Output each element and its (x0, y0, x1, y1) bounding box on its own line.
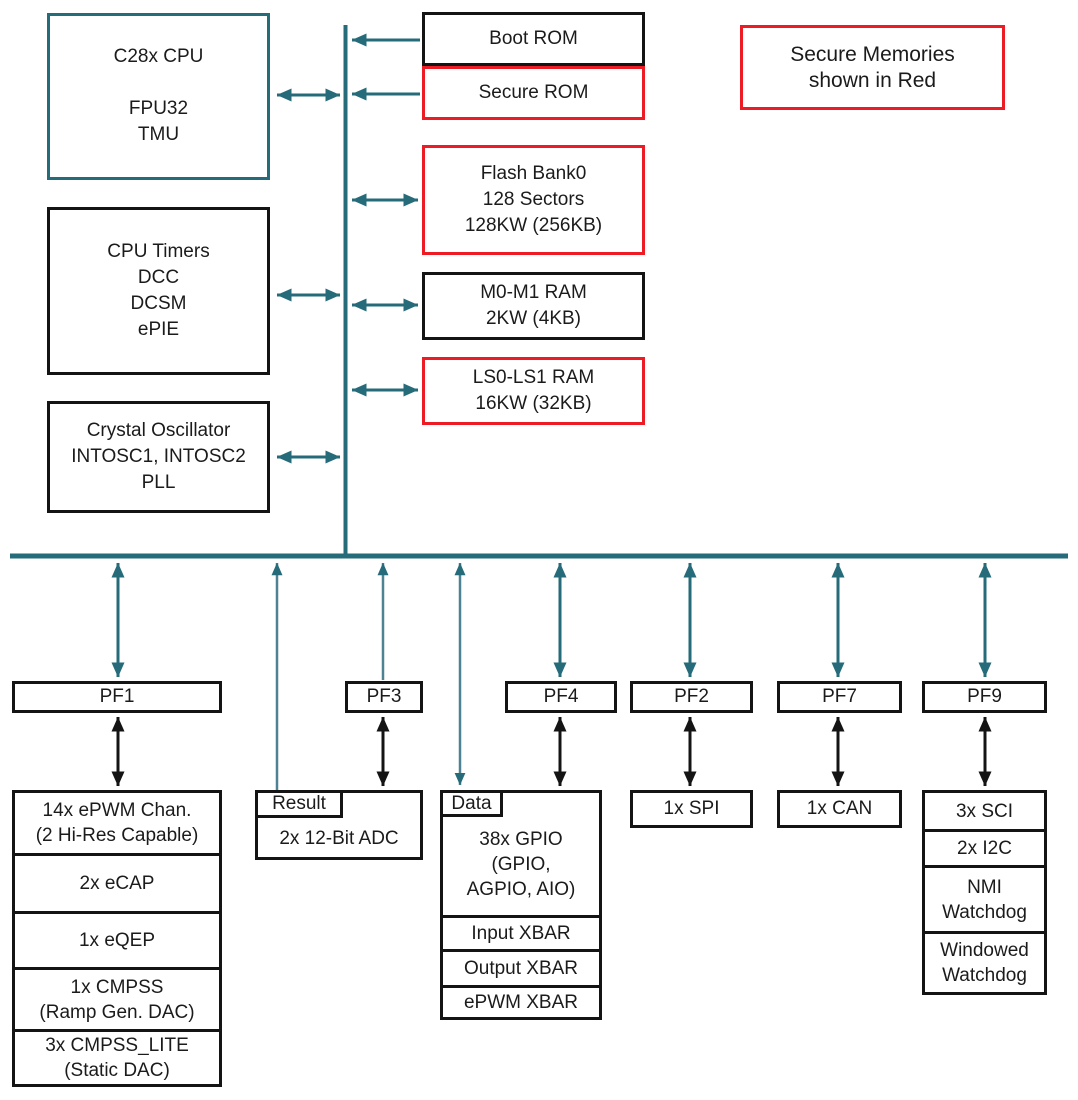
secure-rom-label: Secure ROM (478, 82, 589, 103)
gpio-types-label1: (GPIO, (491, 854, 551, 875)
i2c-label: 2x I2C (957, 838, 1012, 859)
pf2-label: PF2 (674, 686, 709, 707)
cmpss-label: 1x CMPSS (70, 976, 164, 998)
crystal-osc-label: Crystal Oscillator (86, 420, 231, 441)
cpu-fpu-label: FPU32 (128, 98, 189, 119)
cpu-title: C28x CPU (113, 46, 204, 67)
pf7-label: PF7 (822, 686, 857, 707)
epwm-label: 14x ePWM Chan. (42, 800, 192, 821)
pf9-label: PF9 (967, 686, 1002, 707)
cmpss-lite-dac-label: (Static DAC) (64, 1060, 170, 1081)
input-xbar-label: Input XBAR (471, 923, 571, 944)
cpu-tmu-label: TMU (137, 124, 180, 145)
dcc-label: DCC (137, 267, 180, 288)
nmi-watchdog-label: Watchdog (942, 901, 1027, 923)
epie-label: ePIE (137, 319, 180, 340)
pf1-label: PF1 (99, 686, 135, 707)
pf3-label: PF3 (366, 686, 402, 707)
adc-result-label: Result (272, 793, 326, 814)
gpio-count-label: 38x GPIO (479, 829, 563, 850)
gpio-data-label: Data (451, 792, 492, 814)
can-label: 1x CAN (806, 798, 873, 819)
cmpss-lite-label: 3x CMPSS_LITE (45, 1035, 189, 1056)
pf4-label: PF4 (543, 686, 579, 707)
windowed-label: Windowed (940, 940, 1029, 961)
pll-label: PLL (141, 472, 176, 493)
m0m1-size-label: 2KW (4KB) (485, 308, 582, 329)
m0m1-name-label: M0-M1 RAM (480, 282, 587, 303)
timers-label: CPU Timers (107, 241, 210, 262)
boot-rom-label: Boot ROM (489, 28, 578, 49)
adc-result-tab (255, 790, 343, 818)
ls0ls1-name-label: LS0-LS1 RAM (472, 367, 595, 388)
flash-name-label: Flash Bank0 (480, 163, 587, 184)
intosc-label: INTOSC1, INTOSC2 (71, 446, 246, 467)
output-xbar-label: Output XBAR (463, 958, 579, 979)
legend-line2: shown in Red (808, 68, 937, 92)
epwm-xbar-label: ePWM XBAR (463, 992, 579, 1013)
spi-label: 1x SPI (663, 798, 720, 819)
ls0ls1-size-label: 16KW (32KB) (475, 393, 592, 414)
legend-line1: Secure Memories (790, 42, 955, 66)
ecap-label: 2x eCAP (79, 873, 155, 894)
dcsm-label: DCSM (130, 293, 187, 314)
sci-label: 3x SCI (955, 800, 1014, 822)
adc-label: 2x 12-Bit ADC (279, 828, 399, 849)
eqep-label: 1x eQEP (78, 930, 156, 951)
gpio-data-tab (440, 790, 503, 817)
epwm-hires-label: (2 Hi-Res Capable) (35, 825, 199, 846)
nmi-label: NMI (967, 876, 1002, 898)
flash-sectors-label: 128 Sectors (482, 189, 585, 210)
cmpss-dac-label: (Ramp Gen. DAC) (39, 1001, 195, 1023)
windowed-watchdog-label: Watchdog (942, 965, 1027, 986)
gpio-types-label2: AGPIO, AIO) (466, 879, 576, 900)
flash-size-label: 128KW (256KB) (464, 215, 603, 236)
